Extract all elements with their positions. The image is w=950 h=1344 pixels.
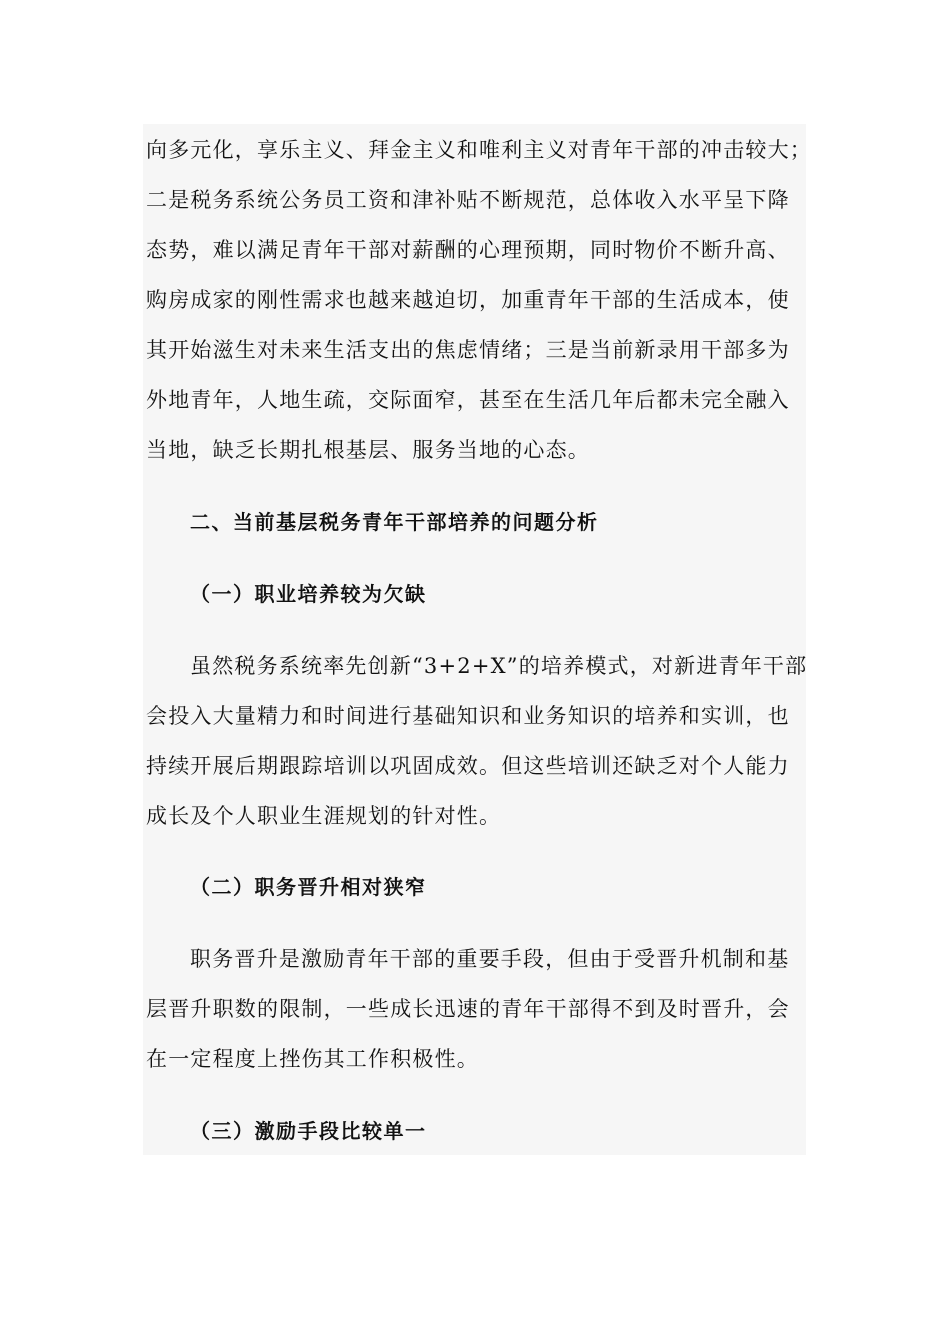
paragraph-1-line-1: 向多元化，享乐主义、拜金主义和唯利主义对青年干部的冲击较大； xyxy=(146,138,812,162)
subsection-3-title: （三）激励手段比较单一 xyxy=(190,1119,427,1143)
subsection-1-title: （一）职业培养较为欠缺 xyxy=(190,582,427,606)
subsection-1-line-1: 虽然税务系统率先创新“3+2+X”的培养模式，对新进青年干部 xyxy=(190,654,808,678)
section-heading: 二、当前基层税务青年干部培养的问题分析 xyxy=(190,510,599,534)
paragraph-1-line-7: 当地，缺乏长期扎根基层、服务当地的心态。 xyxy=(146,438,590,462)
subsection-1-line-2: 会投入大量精力和时间进行基础知识和业务知识的培养和实训，也 xyxy=(146,704,790,728)
subsection-1-line-4: 成长及个人职业生涯规划的针对性。 xyxy=(146,804,502,828)
paragraph-1-line-3: 态势，难以满足青年干部对薪酬的心理预期，同时物价不断升高、 xyxy=(146,238,790,262)
subsection-2-line-3: 在一定程度上挫伤其工作积极性。 xyxy=(146,1047,479,1071)
paragraph-1-line-6: 外地青年，人地生疏，交际面窄，甚至在生活几年后都未完全融入 xyxy=(146,388,790,412)
paragraph-1-line-5: 其开始滋生对未来生活支出的焦虑情绪；三是当前新录用干部多为 xyxy=(146,338,790,362)
paragraph-1-line-2: 二是税务系统公务员工资和津补贴不断规范，总体收入水平呈下降 xyxy=(146,188,790,212)
subsection-2-line-1: 职务晋升是激励青年干部的重要手段，但由于受晋升机制和基 xyxy=(190,947,790,971)
subsection-1-line-3: 持续开展后期跟踪培训以巩固成效。但这些培训还缺乏对个人能力 xyxy=(146,754,790,778)
paragraph-1-line-4: 购房成家的刚性需求也越来越迫切，加重青年干部的生活成本，使 xyxy=(146,288,790,312)
subsection-2-title: （二）职务晋升相对狭窄 xyxy=(190,875,427,899)
subsection-2-line-2: 层晋升职数的限制，一些成长迅速的青年干部得不到及时晋升，会 xyxy=(146,997,790,1021)
